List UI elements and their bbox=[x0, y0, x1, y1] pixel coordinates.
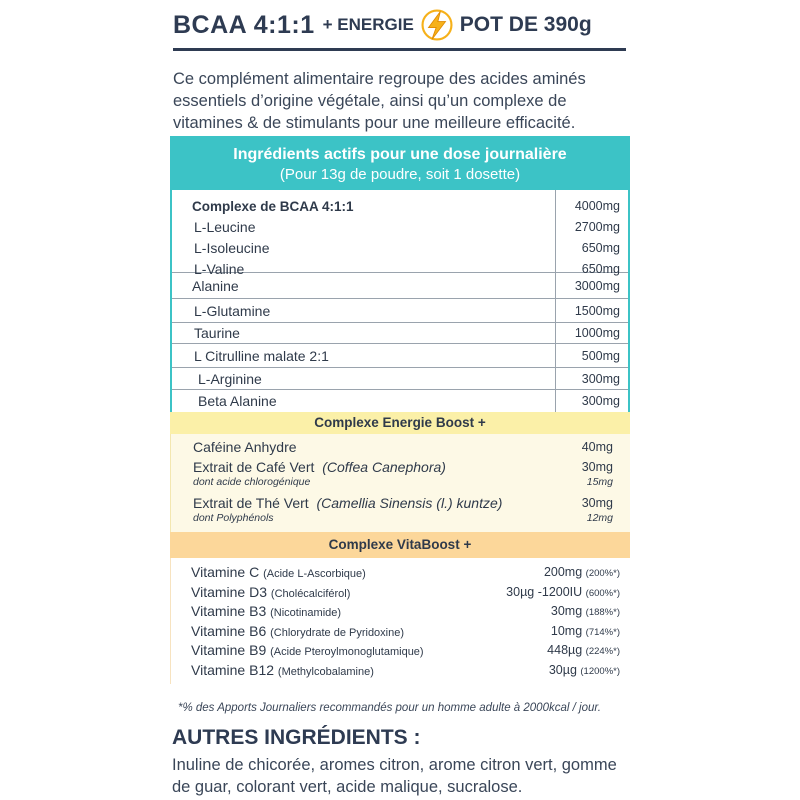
amino-section bbox=[170, 190, 630, 412]
valine-value: 650mg bbox=[581, 262, 620, 276]
list-item: Vitamine D3 (Cholécalciférol) 30µg -1200IU (600%*) bbox=[191, 583, 620, 600]
title-divider bbox=[173, 48, 626, 51]
table-title: Ingrédients actifs pour une dose journalière bbox=[233, 146, 567, 163]
other-ingredients-title: AUTRES INGRÉDIENTS : bbox=[172, 726, 421, 749]
list-item: Vitamine B3 (Nicotinamide) 30mg (188%*) bbox=[191, 603, 620, 619]
table-row: Alanine 3000mg bbox=[172, 273, 628, 299]
energy-section bbox=[170, 434, 630, 532]
leucine-label: L-Leucine bbox=[194, 219, 256, 235]
leucine-value: 2700mg bbox=[574, 220, 620, 234]
isoleucine-value: 650mg bbox=[581, 241, 620, 255]
table-header bbox=[170, 136, 630, 190]
list-item: Vitamine B9 (Acide Pteroylmonoglutamique) 448µg (224%*) bbox=[191, 642, 620, 658]
list-item-detail: dont acide chlorogénique 15mg bbox=[193, 476, 613, 488]
footnote: *% des Apports Journaliers recommandés pour un homme adulte à 2000kcal / jour. bbox=[178, 702, 601, 714]
bcaa-complex-value: 4000mg bbox=[574, 199, 620, 213]
list-item: Extrait de Thé Vert (Camellia Sinensis (l.) kuntze) 30mg bbox=[193, 495, 613, 511]
product-name: BCAA 4:1:1 bbox=[173, 10, 315, 39]
other-ingredients-text: Inuline de chicorée, aromes citron, arome citron vert, gomme de guar, colorant vert, acide malique, sucralose. bbox=[172, 756, 617, 796]
bcaa-complex-label: Complexe de BCAA 4:1:1 bbox=[192, 199, 354, 214]
table-row: Beta Alanine 300mg bbox=[172, 390, 628, 412]
lightning-bolt-icon bbox=[420, 8, 454, 42]
vitaboost-header: Complexe VitaBoost + bbox=[170, 532, 630, 558]
table-row: L Citrulline malate 2:1 500mg bbox=[172, 344, 628, 368]
list-item: Vitamine C (Acide L-Ascorbique) 200mg (200%*) bbox=[191, 564, 620, 580]
list-item: Extrait de Café Vert (Coffea Canephora) 30mg bbox=[193, 459, 613, 475]
ingredients-table bbox=[170, 136, 630, 684]
valine-label: L-Valine bbox=[194, 261, 245, 277]
vitaboost-section bbox=[170, 558, 630, 684]
isoleucine-label: L-Isoleucine bbox=[194, 240, 270, 256]
list-item: Vitamine B6 (Chlorydrate de Pyridoxine) 10mg (714%*) bbox=[191, 622, 620, 639]
table-row: L-Glutamine 1500mg bbox=[172, 299, 628, 323]
table-row: L-Arginine 300mg bbox=[172, 368, 628, 390]
table-subtitle: (Pour 13g de poudre, soit 1 dosette) bbox=[279, 166, 521, 183]
intro-text: Ce complément alimentaire regroupe des acides aminés essentiels d’origine végétale, ainsi qu’un complexe de vitamines & de stimulants pour une meilleure efficacité. bbox=[173, 70, 586, 132]
table-row: Taurine 1000mg bbox=[172, 323, 628, 344]
list-item: Vitamine B12 (Methylcobalamine) 30µg (1200%*) bbox=[191, 661, 620, 678]
energy-boost-header: Complexe Energie Boost + bbox=[170, 412, 630, 434]
pot-size: POT DE 390g bbox=[459, 13, 592, 36]
list-item-detail: dont Polyphénols 12mg bbox=[193, 512, 613, 524]
bcaa-block bbox=[172, 190, 628, 277]
energy-label: + ENERGIE bbox=[322, 15, 414, 34]
list-item: Caféine Anhydre 40mg bbox=[193, 439, 613, 455]
page-title bbox=[173, 8, 603, 42]
